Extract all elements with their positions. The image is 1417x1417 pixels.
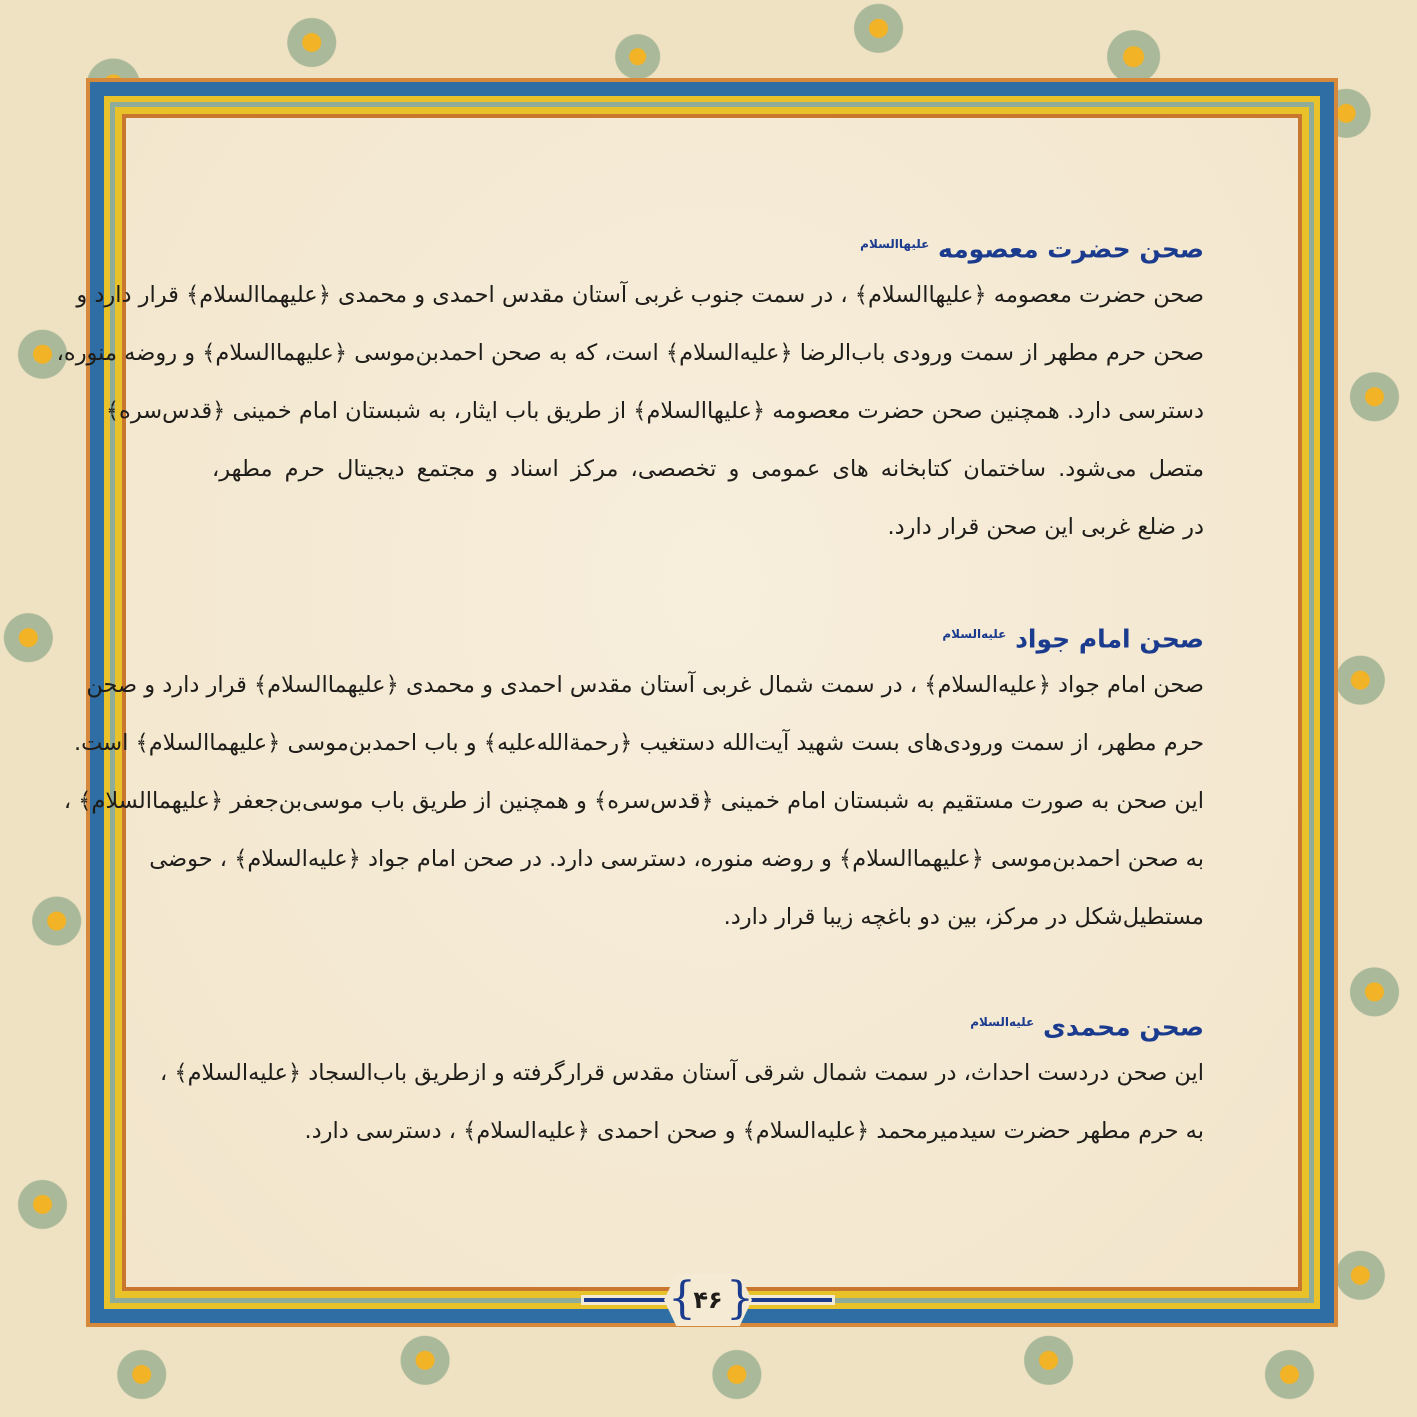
section-heading (212, 1000, 1204, 1044)
paragraph-line: این صحن به صورت مستقیم به شبستان امام خمینی ﴿قدس‌سره﴾ و همچنین از طریق باب موسی‌بن‌جعفر ﴿علیهماالسلام﴾ ، (63, 788, 1204, 814)
heading-text: صحن محمدی (1043, 1012, 1204, 1042)
heading-text: صحن امام جواد (1015, 624, 1204, 654)
paragraph-line: در ضلع غربی این صحن قرار دارد. (887, 514, 1204, 540)
section-paragraph (56, 266, 1204, 556)
section-imam-javad (63, 612, 1204, 946)
page-number: ۴۶ (693, 1286, 723, 1314)
section-heading (212, 612, 1204, 656)
brace-right-icon: } (726, 1273, 754, 1324)
honorific-glyph: علیه‌السلام (942, 627, 1007, 641)
honorific-glyph: علیهاالسلام (860, 237, 930, 251)
honorific-glyph: علیه‌السلام (970, 1015, 1035, 1029)
brace-left-icon: { (668, 1273, 696, 1324)
section-paragraph (63, 656, 1204, 946)
paragraph-line: حرم مطهر، از سمت ورودی‌های بست شهید آیت‌الله دستغیب ﴿رحمة‌الله‌علیه﴾ و باب احمدبن‌موسی ﴿علیهماالسلام﴾ است. (74, 730, 1204, 756)
paragraph-line: صحن امام جواد ﴿علیه‌السلام﴾ ، در سمت شمال غربی آستان مقدس احمدی و محمدی ﴿علیهماالسلام﴾ قرار دارد و صحن (86, 672, 1204, 698)
page-number-rule-right (750, 1298, 832, 1302)
paragraph-line: به حرم مطهر حضرت سیدمیرمحمد ﴿علیه‌السلام﴾ و صحن احمدی ﴿علیه‌السلام﴾ ، دسترسی دارد. (304, 1118, 1204, 1144)
paragraph-line: به صحن احمدبن‌موسی ﴿علیهماالسلام﴾ و روضه منوره، دسترسی دارد. در صحن امام جواد ﴿علیه‌السلام﴾ ، حوضی (149, 846, 1204, 872)
section-mohammadi (160, 1000, 1204, 1160)
paragraph-line: متصل می‌شود. ساختمان کتابخانه های عمومی و تخصصی، مرکز اسناد و مجتمع دیجیتال حرم مطهر، (212, 456, 1204, 482)
section-masoumeh (56, 222, 1204, 556)
page-number-rule-left (584, 1298, 666, 1302)
page-number-ornament (580, 1274, 836, 1326)
heading-text: صحن حضرت معصومه (938, 234, 1204, 264)
paragraph-line: این صحن دردست احداث، در سمت شمال شرقی آستان مقدس قرارگرفته و ازطریق باب‌السجاد ﴿علیه‌السلام﴾ ، (160, 1060, 1204, 1086)
section-paragraph (160, 1044, 1204, 1160)
paragraph-line: مستطیل‌شکل در مرکز، بین دو باغچه زیبا قرار دارد. (723, 904, 1204, 930)
section-heading (212, 222, 1204, 266)
paragraph-line: صحن حرم مطهر از سمت ورودی باب‌الرضا ﴿علیه‌السلام﴾ است، که به صحن احمدبن‌موسی ﴿علیهماالسلام﴾ و روضه منوره، (56, 340, 1204, 366)
paragraph-line: دسترسی دارد. همچنین صحن حضرت معصومه ﴿علیهاالسلام﴾ از طریق باب ایثار، به شبستان امام خمینی ﴿قدس‌سره﴾ (105, 398, 1204, 424)
paragraph-line: صحن حضرت معصومه ﴿علیهاالسلام﴾ ، در سمت جنوب غربی آستان مقدس احمدی و محمدی ﴿علیهماالسلام﴾ قرار دارد و (76, 282, 1204, 308)
